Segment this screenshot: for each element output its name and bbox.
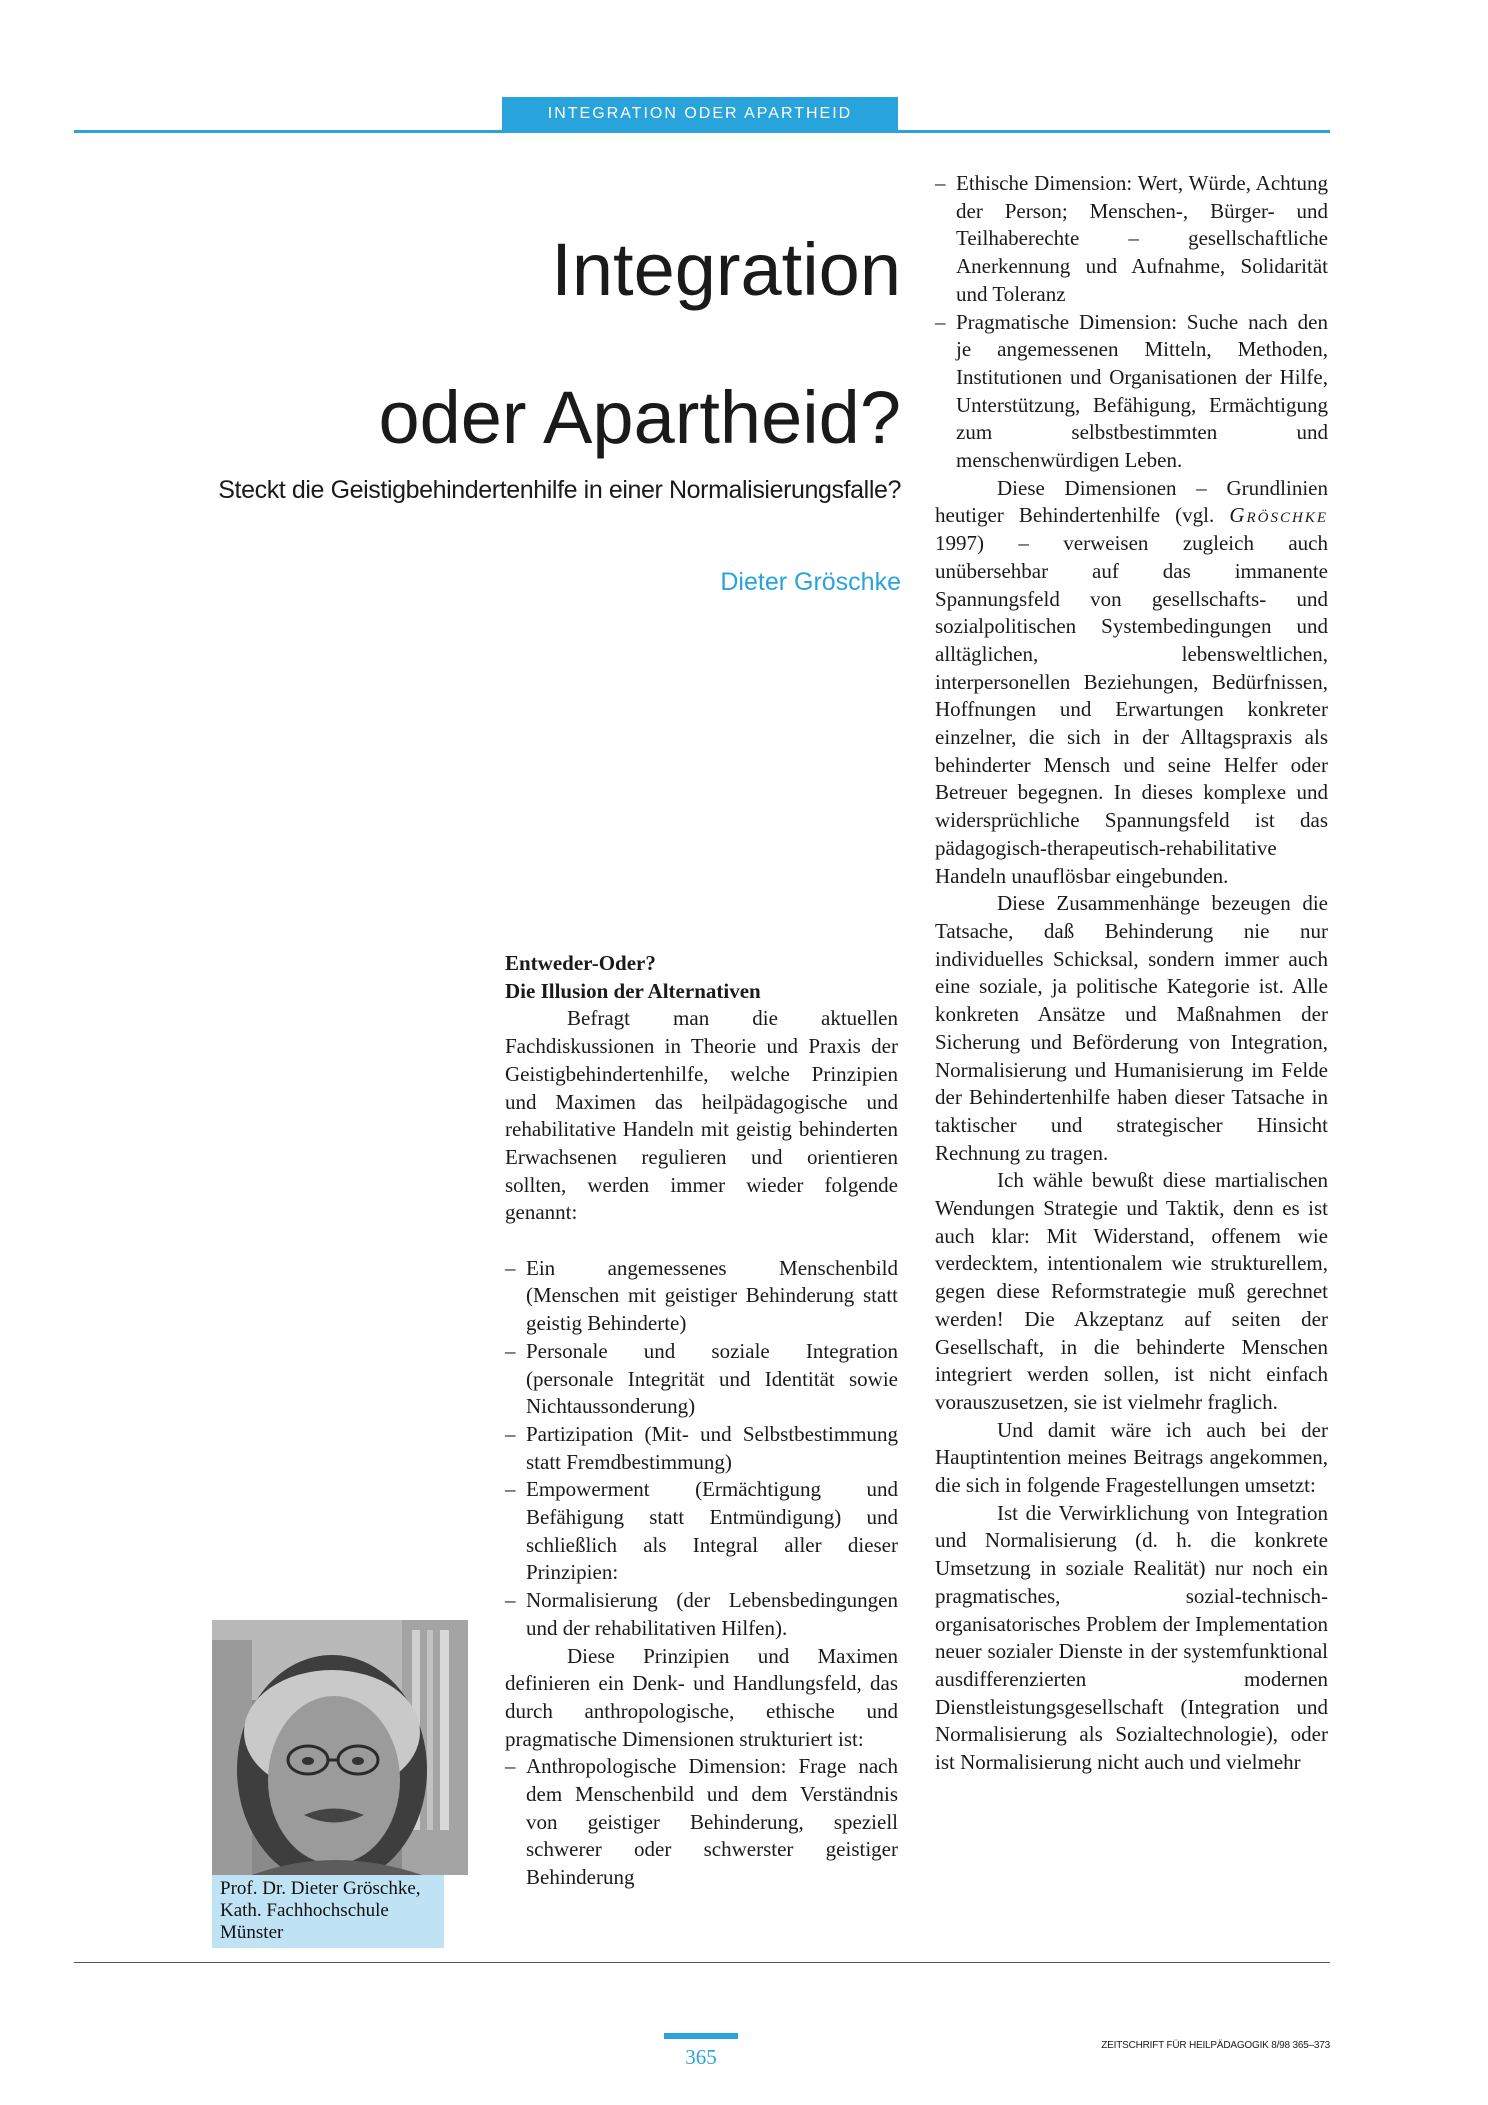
caption-line-2: Kath. Fachhochschule: [220, 1900, 389, 1921]
citation-author: Gröschke: [1229, 503, 1328, 528]
dimensions-list: [505, 1753, 898, 1892]
paragraph: Und damit wäre ich auch bei der Hauptintention meines Beitrags angekommen, die sich in folgende Fragestellungen umsetzt:: [935, 1417, 1328, 1498]
page-number-bar: [664, 2033, 738, 2039]
paragraph: Diese Prinzipien und Maximen definieren ein Denk- und Handlungsfeld, das durch anthropologische, ethische und pragmatische Dimensionen strukturiert ist:: [505, 1643, 898, 1751]
article-subtitle: Steckt die Geistigbehindertenhilfe in einer Normalisierungsfalle?: [218, 476, 901, 504]
caption-line-3: Münster: [220, 1922, 284, 1943]
paragraph-text: 1997) – verweisen zugleich auch unübersehbar auf das immanente Spannungsfeld von gesellschafts- und sozialpolitischen Systembedingungen und alltäglichen, lebensweltlichen, interpersonellen Beziehungen, Bedürfnissen, Hoffnungen und Erwartungen konkreter einzelner, die sich in der Alltagspraxis als behinderter Mensch und seine Helfer oder Betreuer begegnen. In dieses komplexe und widersprüchliche Spannungsfeld ist das pädagogisch-therapeutisch-rehabilitative Handeln unauflösbar eingebunden.: [935, 531, 1328, 888]
list-item: – Partizipation (Mit- und Selbstbestimmung statt Fremdbestimmung): [505, 1421, 898, 1476]
right-text-column: [935, 170, 1328, 1777]
caption-line-1: Prof. Dr. Dieter Gröschke,: [220, 1878, 421, 1899]
page-number: 365: [685, 2045, 717, 2069]
author-portrait-image: [212, 1620, 468, 1875]
list-item: – Personale und soziale Integration (personale Integrität und Identität sowie Nichtaussonderung): [505, 1338, 898, 1421]
section-heading-2: Die Illusion der Alternativen: [505, 978, 761, 1003]
paragraph: Diese Zusammenhänge bezeugen die Tatsache, daß Behinderung nie nur individuelles Schicksal, sondern immer auch eine soziale, ja politische Kategorie ist. Alle konkreten Ansätze und Maßnahmen der Sicherung und Beförderung von Integration, Normalisierung und Humanisierung im Felde der Behindertenhilfe haben dieser Tatsache in taktischer und strategischer Hinsicht Rechnung zu tragen.: [935, 891, 1328, 1165]
header-rule: [74, 130, 1330, 133]
footer-rule: [74, 1962, 1330, 1963]
list-item: – Empowerment (Ermächtigung und Befähigung statt Entmündigung) und schließlich als Integral aller dieser Prinzipien:: [505, 1476, 898, 1587]
title-line-1: Integration: [551, 228, 901, 311]
paragraph: Befragt man die aktuellen Fachdiskussionen in Theorie und Praxis der Geistigbehindertenhilfe, welche Prinzipien und Maximen das heilpädagogische und rehabilitative Handeln mit geistig behinderten Erwachsenen regulieren und orientieren sollten, werden immer wieder folgende genannt:: [505, 1006, 898, 1225]
paragraph: Ich wähle bewußt diese martialischen Wendungen Strategie und Taktik, denn es ist auch klar: Mit Widerstand, offenem wie verdecktem, intentionalem wie strukturellem, gegen diese Reformstrategie muß gerechnet werden! Die Akzeptanz auf seiten der Gesellschaft, in die behinderte Menschen integriert werden sollen, ist nicht einfach vorauszusetzen, sie ist vielmehr fraglich.: [935, 1168, 1328, 1414]
paragraph: Ist die Verwirklichung von Integration und Normalisierung (d. h. die konkrete Umsetzung in soziale Realität) nur noch ein pragmatisches, sozial-technisch-organisatorisches Problem der Implementation neuer sozialer Dienste in der systemfunktional ausdifferenzierten modernen Dienstleistungsgesellschaft (Integration und Normalisierung als Sozialtechnologie), oder ist Normalisierung nicht auch und vielmehr: [935, 1500, 1328, 1775]
article-title: [201, 196, 901, 492]
paragraph-text: Diese Dimensionen – Grundlinien heutiger Behindertenhilfe (vgl.: [935, 475, 1328, 528]
list-item: – Normalisierung (der Lebensbedingungen und der rehabilitativen Hilfen).: [505, 1587, 898, 1642]
list-item: – Pragmatische Dimension: Suche nach den je angemessenen Mitteln, Methoden, Institutionen und Organisationen der Hilfe, Unterstützung, Befähigung, Ermächtigung zum selbstbestimmten und menschenwürdigen Leben.: [935, 309, 1328, 475]
article-author: Dieter Gröschke: [720, 568, 901, 596]
photo-caption: [212, 1875, 444, 1948]
list-item: – Anthropologische Dimension: Frage nach dem Menschenbild und dem Verständnis von geistiger Behinderung, speziell schwerer oder schwerster geistiger Behinderung: [505, 1753, 898, 1892]
title-line-2: oder Apartheid?: [378, 376, 901, 459]
section-header-tab: INTEGRATION ODER APARTHEID: [502, 97, 898, 130]
author-photo: [212, 1620, 468, 1875]
dimensions-list-continued: [935, 170, 1328, 475]
list-item: – Ein angemessenes Menschenbild (Menschen mit geistiger Behinderung statt geistig Behinderte): [505, 1255, 898, 1338]
principles-list: [505, 1255, 898, 1643]
middle-text-column: [505, 950, 898, 1892]
list-item: – Ethische Dimension: Wert, Würde, Achtung der Person; Menschen-, Bürger- und Teilhaberechte – gesellschaftliche Anerkennung und Aufnahme, Solidarität und Toleranz: [935, 170, 1328, 309]
journal-reference: ZEITSCHRIFT FÜR HEILPÄDAGOGIK 8/98 365–373: [1101, 2040, 1330, 2051]
section-heading-1: Entweder-Oder?: [505, 951, 656, 975]
paragraph: [935, 475, 1328, 891]
